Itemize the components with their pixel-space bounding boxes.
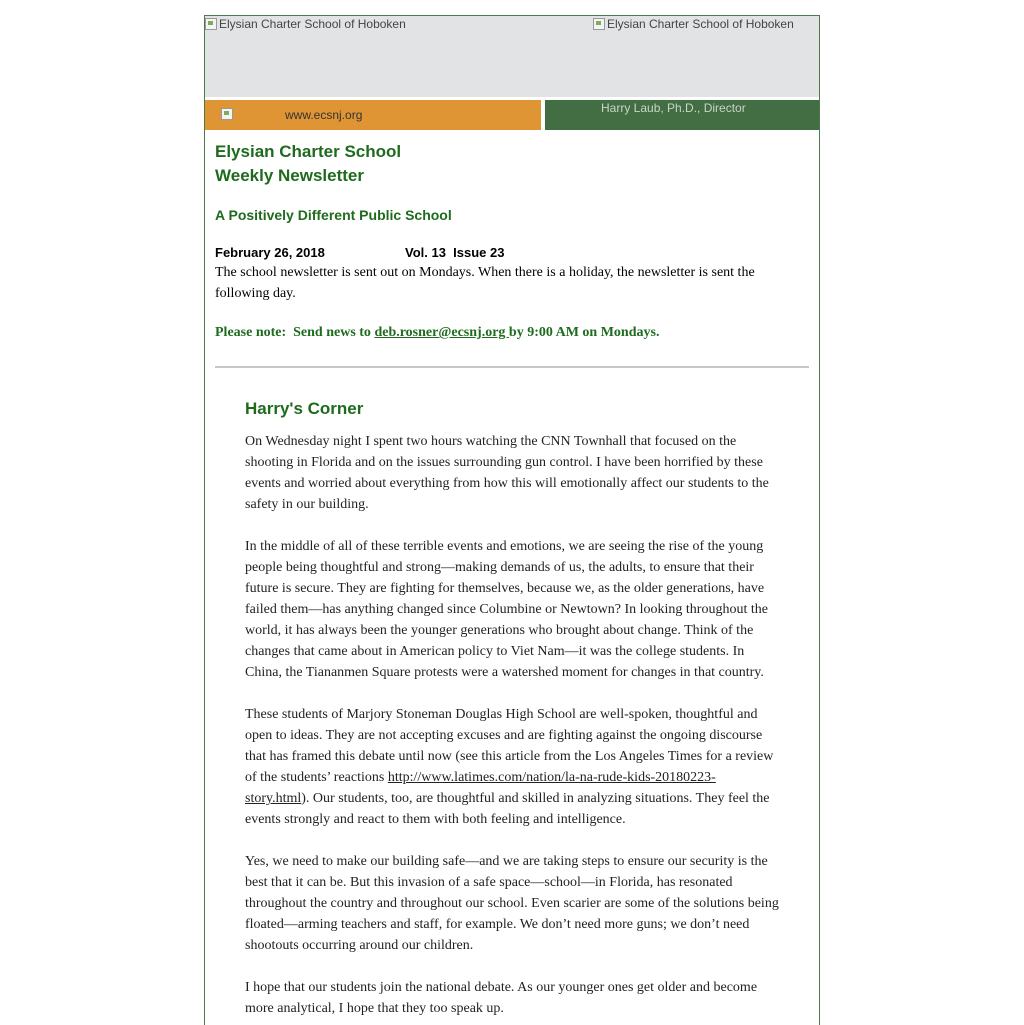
title-line-2: Weekly Newsletter — [215, 166, 364, 185]
email-link[interactable]: deb.rosner@ecsnj.org — [374, 325, 509, 340]
director-bar — [545, 100, 819, 130]
director-image — [597, 101, 746, 115]
website-link[interactable]: www.ecsnj.org — [285, 108, 363, 122]
director-alt: Harry Laub, Ph.D., Director — [601, 101, 746, 115]
latimes-article-link[interactable]: http://www.latimes.com/nation/la-na-rude-kids-20180223-story.html — [245, 770, 716, 806]
harrys-corner-heading: Harry's Corner — [245, 399, 364, 418]
broken-image-icon — [593, 18, 605, 30]
article-paragraph-4: Yes, we need to make our building safe—and we are taking steps to ensure our security is the best that it can be. But this invasion of a safe space—school—in Florida, has resonated throughout the country and throughout our school. Even scarier are some of the solutions being floated—arming teachers and staff, for example. We don’t need more guns; we don’t need shootouts occurring around our children. — [245, 854, 779, 953]
school-logo-left-alt: Elysian Charter School of Hoboken — [219, 17, 406, 31]
website-image — [221, 108, 235, 120]
section-divider — [215, 366, 809, 368]
newsletter-title — [215, 140, 401, 188]
paragraph-3-text-end: ). Our students, too, are thoughtful and skilled in analyzing situations. They feel the events strongly and react to them with both feeling and intelligence. — [245, 791, 770, 827]
harrys-corner-article — [245, 431, 780, 1025]
school-logo-right-alt: Elysian Charter School of Hoboken — [607, 17, 794, 31]
issue-dateline — [215, 245, 505, 260]
article-paragraph-5: I hope that our students join the national debate. As our younger ones get older and become more analytical, I hope that they too speak up. — [245, 980, 758, 1016]
submission-note — [215, 325, 659, 341]
issue-date: February 26, 2018 — [215, 245, 325, 260]
intro-text: The school newsletter is sent out on Mondays. When there is a holiday, the newsletter is sent the following day. — [215, 265, 755, 301]
tagline: A Positively Different Public School — [215, 207, 452, 223]
note-suffix: by 9:00 AM on Mondays. — [508, 325, 660, 340]
paragraph-3-text-start: These students of Marjory Stoneman Douglas High School are well-spoken, thoughtful and open to ideas. They are not accepting excuses and are fighting against the ongoing discourse that has framed this debate until now (see this article from the Los Angeles Times for a review of the students’ reactions — [245, 707, 774, 785]
issue-volume: Vol. 13 Issue 23 — [405, 245, 505, 260]
broken-image-icon — [221, 108, 233, 120]
header-banner — [205, 16, 819, 97]
website-bar — [205, 100, 541, 130]
article-paragraph-3 — [245, 704, 780, 830]
note-prefix: Please note: Send news to — [215, 325, 375, 340]
broken-image-icon — [205, 18, 217, 30]
article-paragraph-2: In the middle of all of these terrible events and emotions, we are seeing the rise of the young people being thoughtful and strong—making demands of us, the adults, to ensure that their future is secure. They are fighting for themselves, because we, as the older generations, have failed them—has anything changed since Columbine or Newtown? In looking throughout the world, it has always been the younger generations who brought about change. Think of the changes that came about in American policy to Viet Nam—it was the college students. In China, the Tiananmen Square protests were a watershed moment for changes in that country. — [245, 539, 768, 680]
title-line-1: Elysian Charter School — [215, 142, 402, 161]
article-paragraph-1: On Wednesday night I spent two hours watching the CNN Townhall that focused on the shooting in Florida and on the issues surrounding gun control. I have been horrified by these events and worried about everything from how this will emotionally affect our students to the safety in our building. — [245, 434, 769, 512]
school-logo-left — [205, 17, 406, 31]
school-logo-right — [593, 17, 794, 31]
newsletter-container — [204, 15, 820, 1025]
